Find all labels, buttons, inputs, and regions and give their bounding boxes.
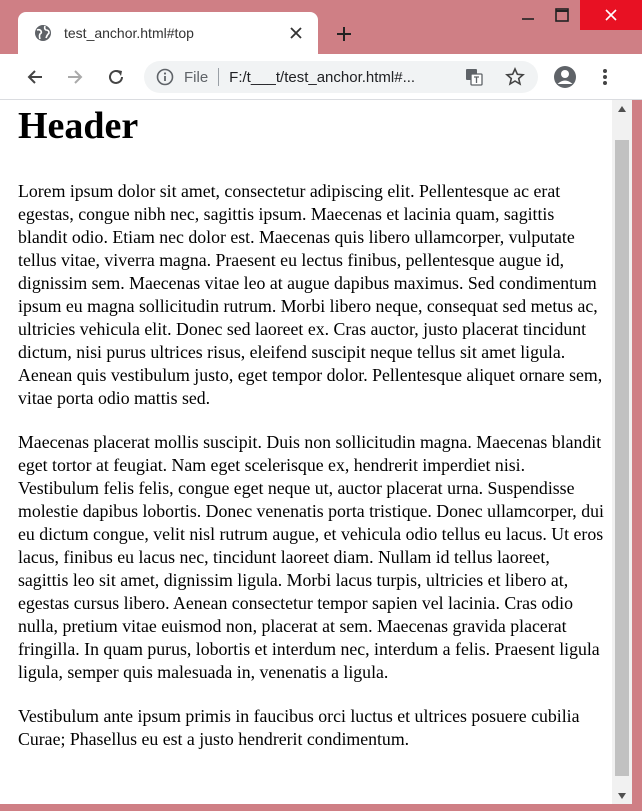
globe-icon: [34, 24, 52, 42]
page-content: [18, 100, 604, 751]
maximize-button[interactable]: [542, 0, 582, 30]
scroll-down-arrow-icon[interactable]: [612, 787, 632, 804]
page-heading: Header: [18, 105, 139, 147]
profile-avatar-icon[interactable]: [550, 62, 580, 92]
window-frame-right: [632, 100, 642, 811]
tab-title: test_anchor.html#top: [64, 25, 194, 41]
tab-close-icon[interactable]: [286, 23, 306, 43]
translate-icon[interactable]: [464, 67, 484, 87]
new-tab-button[interactable]: [330, 20, 358, 48]
url-text[interactable]: F:/t___t/test_anchor.html#...: [229, 68, 416, 86]
reload-button[interactable]: [101, 62, 131, 92]
address-bar[interactable]: [144, 61, 538, 93]
browser-toolbar: [0, 54, 642, 100]
bookmark-star-icon[interactable]: [505, 67, 525, 87]
page-viewport: [0, 100, 612, 804]
window-frame-bottom: [0, 804, 642, 811]
url-scheme: File: [184, 68, 209, 86]
scroll-up-arrow-icon[interactable]: [612, 100, 632, 117]
forward-button[interactable]: [60, 62, 90, 92]
scrollbar-thumb[interactable]: [615, 140, 629, 776]
paragraph: Maecenas placerat mollis suscipit. Duis non sollicitudin magna. Maecenas blandit eget tortor at feugiat. Nam eget scelerisque ex, hendrerit imperdiet nisi. Vestibulum felis felis, congue eget neque ut, auctor placerat urna. Suspendisse molestie dapibus lobortis. Donec venenatis porta tristique. Donec ullamcorper, dui eu dictum congue, velit nisl rutrum augue, et vehicula odio tellus eu lacus. Ut eros lacus, finibus eu lacus nec, tincidunt laoreet diam. Nullam id tellus laoreet, sagittis leo sit amet, dignissim ligula. Morbi lacus turpis, ultricies et libero at, egestas cursus libero. Aenean consectetur tempor sapien vel lacinia. Cras odio nulla, pretium vitae euismod non, placerat at sem. Maecenas gravida placerat fringilla. In quam purus, lobortis et interdum nec, interdum a felis. Praesent ligula ligula, semper quis malesuada in, venenatis a ligula.: [18, 432, 604, 682]
url-separator: [218, 68, 219, 86]
tab-strip: [0, 0, 642, 54]
info-icon[interactable]: [156, 68, 174, 86]
paragraph: Vestibulum ante ipsum primis in faucibus orci luctus et ultrices posuere cubilia Curae; Phasellus eu est a justo hendrerit condimentum.: [18, 706, 580, 749]
back-button[interactable]: [20, 62, 50, 92]
browser-tab[interactable]: [18, 12, 318, 54]
close-window-button[interactable]: [580, 0, 642, 30]
vertical-scrollbar[interactable]: [612, 100, 632, 804]
paragraph: Lorem ipsum dolor sit amet, consectetur adipiscing elit. Pellentesque ac erat egestas, congue nibh nec, sagittis ipsum. Maecenas et lacinia quam, sagittis blandit odio. Etiam nec dolor est. Maecenas quis libero ullamcorper, vulputate tellus vitae, viverra magna. Praesent eu lectus finibus, pellentesque augue id, dignissim sem. Maecenas vitae leo at augue dapibus maximus. Sed condimentum ipsum eu magna sollicitudin rutrum. Morbi libero neque, consequat sed metus ac, ultricies vehicula elit. Donec sed laoreet ex. Cras auctor, justo placerat tincidunt dictum, nisi purus ultrices risus, eleifend suscipit neque tellus sit amet ligula. Aenean quis vestibulum justo, eget tempor dolor. Pellentesque aliquet ornare sem, vitae porta odio mattis sed.: [18, 181, 603, 408]
menu-icon[interactable]: [590, 62, 620, 92]
